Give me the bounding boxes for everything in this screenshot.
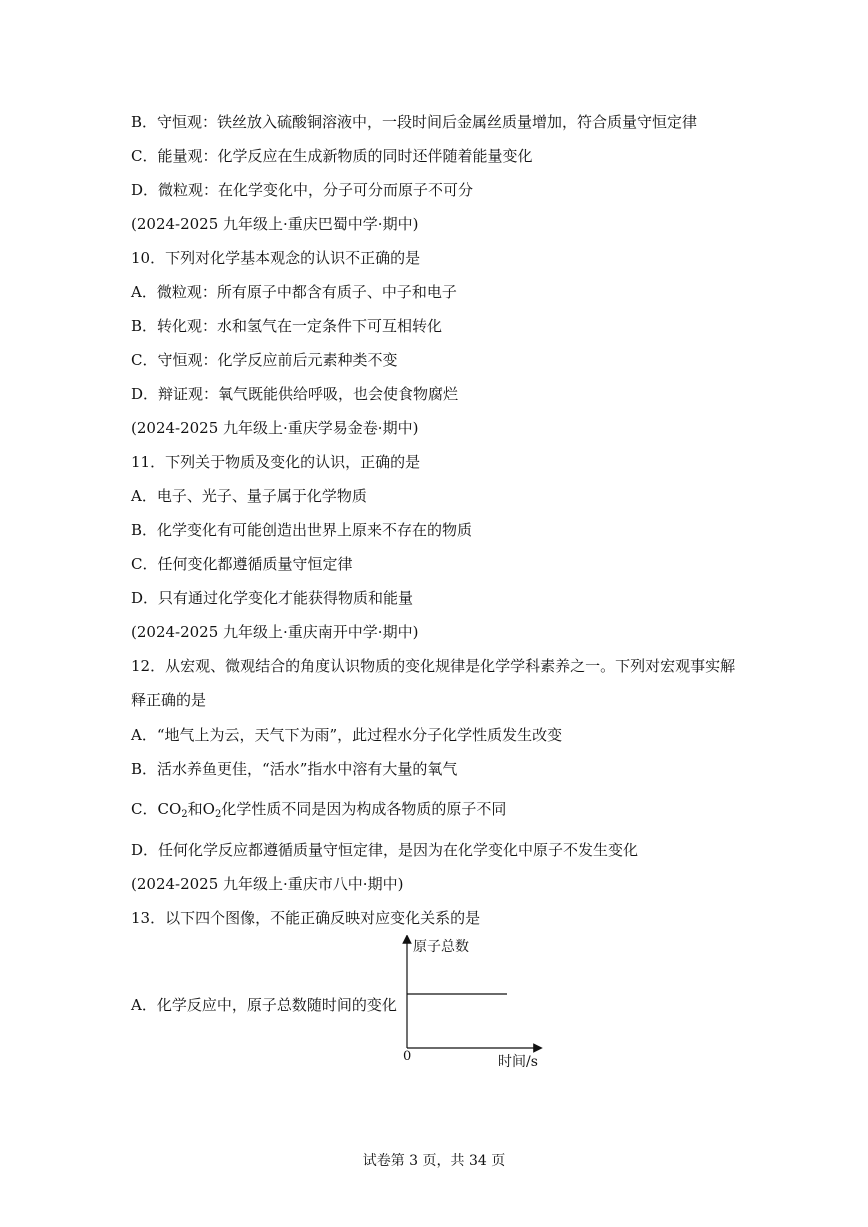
- source-line: (2024-2025 九年级上·重庆巴蜀中学·期中): [131, 215, 419, 233]
- option-line: C．任何变化都遵循质量守恒定律: [131, 555, 353, 573]
- origin-label: 0: [403, 1049, 412, 1064]
- option-line: A．微粒观：所有原子中都含有质子、中子和电子: [131, 283, 457, 301]
- option-line: C．能量观：化学反应在生成新物质的同时还伴随着能量变化: [131, 147, 533, 165]
- question-stem: 10．下列对化学基本观念的认识不正确的是: [131, 249, 421, 267]
- option-line: D．只有通过化学变化才能获得物质和能量: [131, 589, 414, 607]
- page-footer: 试卷第 3 页，共 34 页: [362, 1153, 506, 1169]
- question-stem: 13．以下四个图像，不能正确反映对应变化关系的是: [131, 909, 481, 927]
- option-line: A．“地气上为云，天气下为雨”，此过程水分子化学性质发生改变: [131, 726, 563, 744]
- question-stem-cont: 释正确的是: [131, 691, 207, 709]
- atom-count-graph: [380, 935, 550, 1075]
- source-line: (2024-2025 九年级上·重庆南开中学·期中): [131, 623, 419, 641]
- source-line: (2024-2025 九年级上·重庆市八中·期中): [131, 875, 404, 893]
- option-label: A．化学反应中，原子总数随时间的变化: [131, 996, 397, 1014]
- option-line: B．守恒观：铁丝放入硫酸铜溶液中，一段时间后金属丝质量增加，符合质量守恒定律: [131, 113, 698, 131]
- option-line: A．电子、光子、量子属于化学物质: [131, 487, 367, 505]
- question-stem: 12．从宏观、微观结合的角度认识物质的变化规律是化学学科素养之一。下列对宏观事实解: [131, 657, 736, 675]
- option-line: C．守恒观：化学反应前后元素种类不变: [131, 351, 398, 369]
- option-prefix: C．: [131, 800, 158, 818]
- option-line-formula: C．$CO_2$和$O_2$化学性质不同是因为构成各物质的原子不同: [131, 800, 507, 820]
- question-stem: 11．下列关于物质及变化的认识，正确的是: [131, 453, 421, 471]
- option-line: D．任何化学反应都遵循质量守恒定律，是因为在化学变化中原子不发生变化: [131, 841, 639, 859]
- option-line: D．微粒观：在化学变化中，分子可分而原子不可分: [131, 181, 474, 199]
- formula-co2: $CO_2$: [157, 800, 188, 820]
- option-line: B．化学变化有可能创造出世界上原来不存在的物质: [131, 521, 473, 539]
- x-axis-label: 时间/s: [498, 1054, 538, 1070]
- option-line: D．辩证观：氧气既能供给呼吸，也会使食物腐烂: [131, 385, 459, 403]
- source-line: (2024-2025 九年级上·重庆学易金卷·期中): [131, 419, 419, 437]
- option-line: B．转化观：水和氢气在一定条件下可互相转化: [131, 317, 443, 335]
- option-line: B．活水养鱼更佳，“活水”指水中溶有大量的氧气: [131, 760, 458, 778]
- y-axis-label: 原子总数: [413, 939, 469, 955]
- formula-o2: $O_2$: [202, 800, 222, 820]
